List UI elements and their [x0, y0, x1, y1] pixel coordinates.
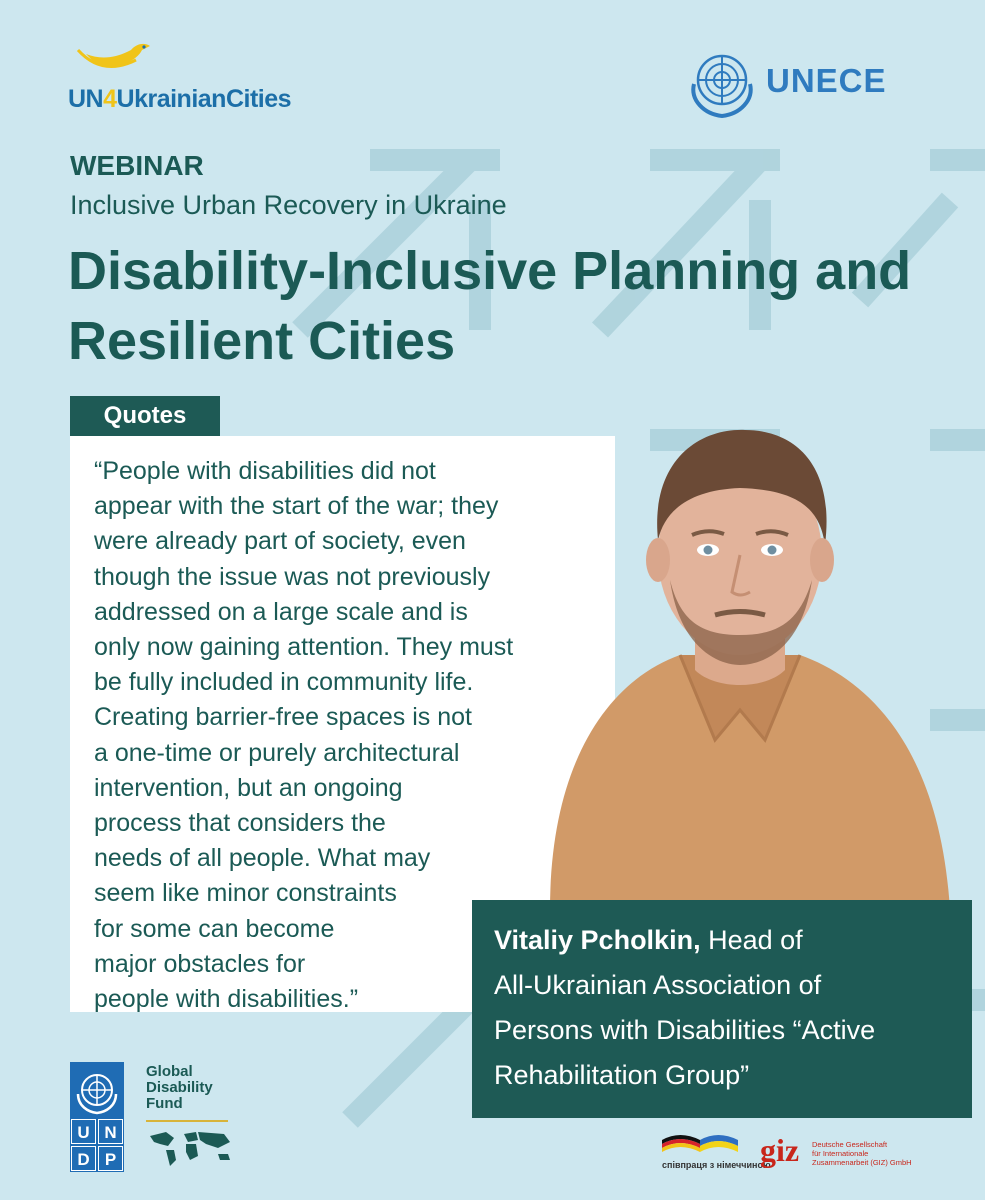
speaker-name: Vitaliy Pcholkin, [494, 925, 701, 955]
quote-line: were already part of society, even [94, 527, 466, 556]
global-disability-fund-logo [146, 1064, 241, 1174]
quote-line: Creating barrier-free spaces is not [94, 703, 472, 732]
quote-line: seem like minor constraints [94, 879, 397, 908]
quotes-tab-label: Quotes [70, 396, 220, 436]
quote-line: intervention, but an ongoing [94, 773, 403, 802]
undp-letter: P [98, 1146, 123, 1171]
un4ukrainiancities-logo [68, 40, 328, 120]
quote-line: a one-time or purely architectural [94, 738, 460, 767]
event-type-label: WEBINAR [70, 150, 204, 181]
unece-logo [684, 44, 924, 119]
un4-logo-text: UN4UkrainianCities [68, 85, 292, 113]
giz-description: Zusammenarbeit (GIZ) GmbH [812, 1158, 912, 1167]
un-emblem-icon [684, 44, 760, 120]
german-cooperation-text: співпраця з німеччиною [662, 1160, 771, 1170]
quote-line: appear with the start of the war; they [94, 492, 499, 521]
gdf-line: Global [146, 1063, 193, 1080]
un-emblem-icon [70, 1064, 124, 1118]
quote-line: though the issue was not previously [94, 562, 491, 591]
flags-icon [660, 1130, 740, 1160]
undp-logo [70, 1062, 124, 1172]
speaker-organization: Rehabilitation Group” [494, 1060, 750, 1090]
quote-line: be fully included in community life. [94, 668, 474, 697]
giz-logo [760, 1132, 940, 1176]
quote-line: only now gaining attention. They must [94, 633, 514, 662]
quote-line: major obstacles for [94, 949, 306, 978]
german-cooperation-logo [660, 1130, 771, 1175]
giz-description: Deutsche Gesellschaft [812, 1140, 888, 1149]
quote-line: addressed on a large scale and is [94, 597, 468, 626]
speaker-portrait [530, 420, 950, 910]
event-series-subtitle: Inclusive Urban Recovery in Ukraine [70, 190, 507, 220]
gdf-divider [146, 1120, 228, 1122]
unece-logo-text: UNECE [766, 62, 887, 99]
gdf-line: Disability [146, 1079, 213, 1096]
bird-icon [76, 40, 156, 82]
speaker-role: Head of [700, 925, 803, 955]
giz-description: für Internationale [812, 1149, 869, 1158]
undp-letter: U [71, 1119, 96, 1144]
world-map-icon [146, 1128, 236, 1168]
speaker-organization: All-Ukrainian Association of [494, 970, 822, 1000]
gdf-line: Fund [146, 1095, 183, 1112]
speaker-caption [472, 900, 972, 1118]
quote-line: for some can become [94, 914, 335, 943]
giz-mark: giz [760, 1132, 800, 1168]
quote-line: needs of all people. What may [94, 844, 431, 873]
quote-line: process that considers the [94, 809, 386, 838]
speaker-organization: Persons with Disabilities “Active [494, 1015, 876, 1045]
quote-line: people with disabilities.” [94, 985, 359, 1014]
event-title: Disability-Inclusive Planning and Resilient Cities [68, 241, 912, 371]
undp-letter: D [71, 1146, 96, 1171]
undp-letter: N [98, 1119, 123, 1144]
quote-line: “People with disabilities did not [94, 457, 436, 485]
